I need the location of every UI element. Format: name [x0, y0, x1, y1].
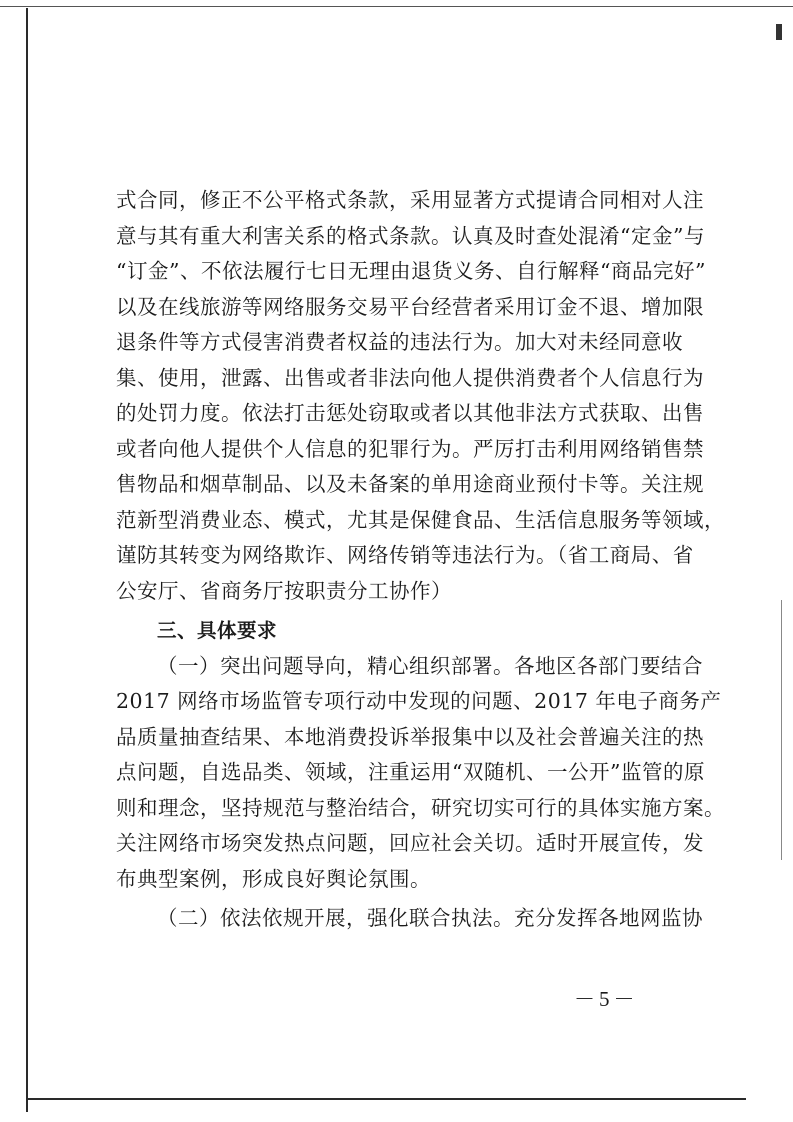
- scan-border-bottom: [26, 1098, 746, 1100]
- paragraph-line: （一）突出问题导向，精心组织部署。各地区各部门要结合: [157, 653, 703, 678]
- text-line: 意与其有重大利害关系的格式条款。认真及时查处混淆“定金”与: [116, 223, 705, 248]
- text-line: 售物品和烟草制品、以及未备案的单用途商业预付卡等。关注规: [116, 472, 704, 496]
- text-line: 范新型消费业态、模式，尤其是保健食品、生活信息服务等领域，: [116, 507, 725, 532]
- paragraph-line: 品质量抽查结果、本地消费投诉举报集中以及社会普遍关注的热: [116, 724, 704, 749]
- text-line: 式合同，修正不公平格式条款，采用显著方式提请合同相对人注: [116, 188, 704, 212]
- text-line: 公安厅、省商务厅按职责分工协作）: [116, 578, 452, 603]
- section-heading: 三、具体要求: [157, 619, 278, 642]
- paragraph-line: 布典型案例，形成良好舆论氛围。: [116, 866, 431, 891]
- text-line: “订金”、不依法履行七日无理由退货义务、自行解释“商品完好”: [116, 259, 706, 283]
- page-number: －5－: [574, 987, 639, 1011]
- text-line: 谨防其转变为网络欺诈、网络传销等违法行为。（省工商局、省: [116, 543, 694, 567]
- text-line: 或者向他人提供个人信息的犯罪行为。严厉打击利用网络销售禁: [116, 436, 704, 461]
- document-body: [116, 183, 725, 937]
- paragraph-line: 点问题，自选品类、领域，注重运用“双随机、一公开”监管的原: [116, 760, 705, 784]
- scan-border-left: [26, 8, 28, 1112]
- scan-corner-mark: [776, 24, 782, 40]
- text-line: 集、使用，泄露、出售或者非法向他人提供消费者个人信息行为: [116, 365, 704, 390]
- scan-border-right: [781, 600, 782, 860]
- text-line: 以及在线旅游等网络服务交易平台经营者采用订金不退、增加限: [116, 294, 704, 319]
- text-line: 退条件等方式侵害消费者权益的违法行为。加大对未经同意收: [116, 330, 683, 354]
- paragraph-line: （二）依法依规开展，强化联合执法。充分发挥各地网监协: [157, 906, 703, 930]
- text-line: 的处罚力度。依法打击惩处窃取或者以其他非法方式获取、出售: [116, 401, 704, 425]
- paragraph-line: 则和理念，坚持规范与整治结合，研究切实可行的具体实施方案。: [116, 795, 725, 820]
- paragraph-line: 2017 网络市场监管专项行动中发现的问题、2017 年电子商务产: [116, 689, 722, 713]
- scan-border-top: [0, 6, 793, 7]
- paragraph-line: 关注网络市场突发热点问题，回应社会关切。适时开展宣传，发: [116, 831, 704, 855]
